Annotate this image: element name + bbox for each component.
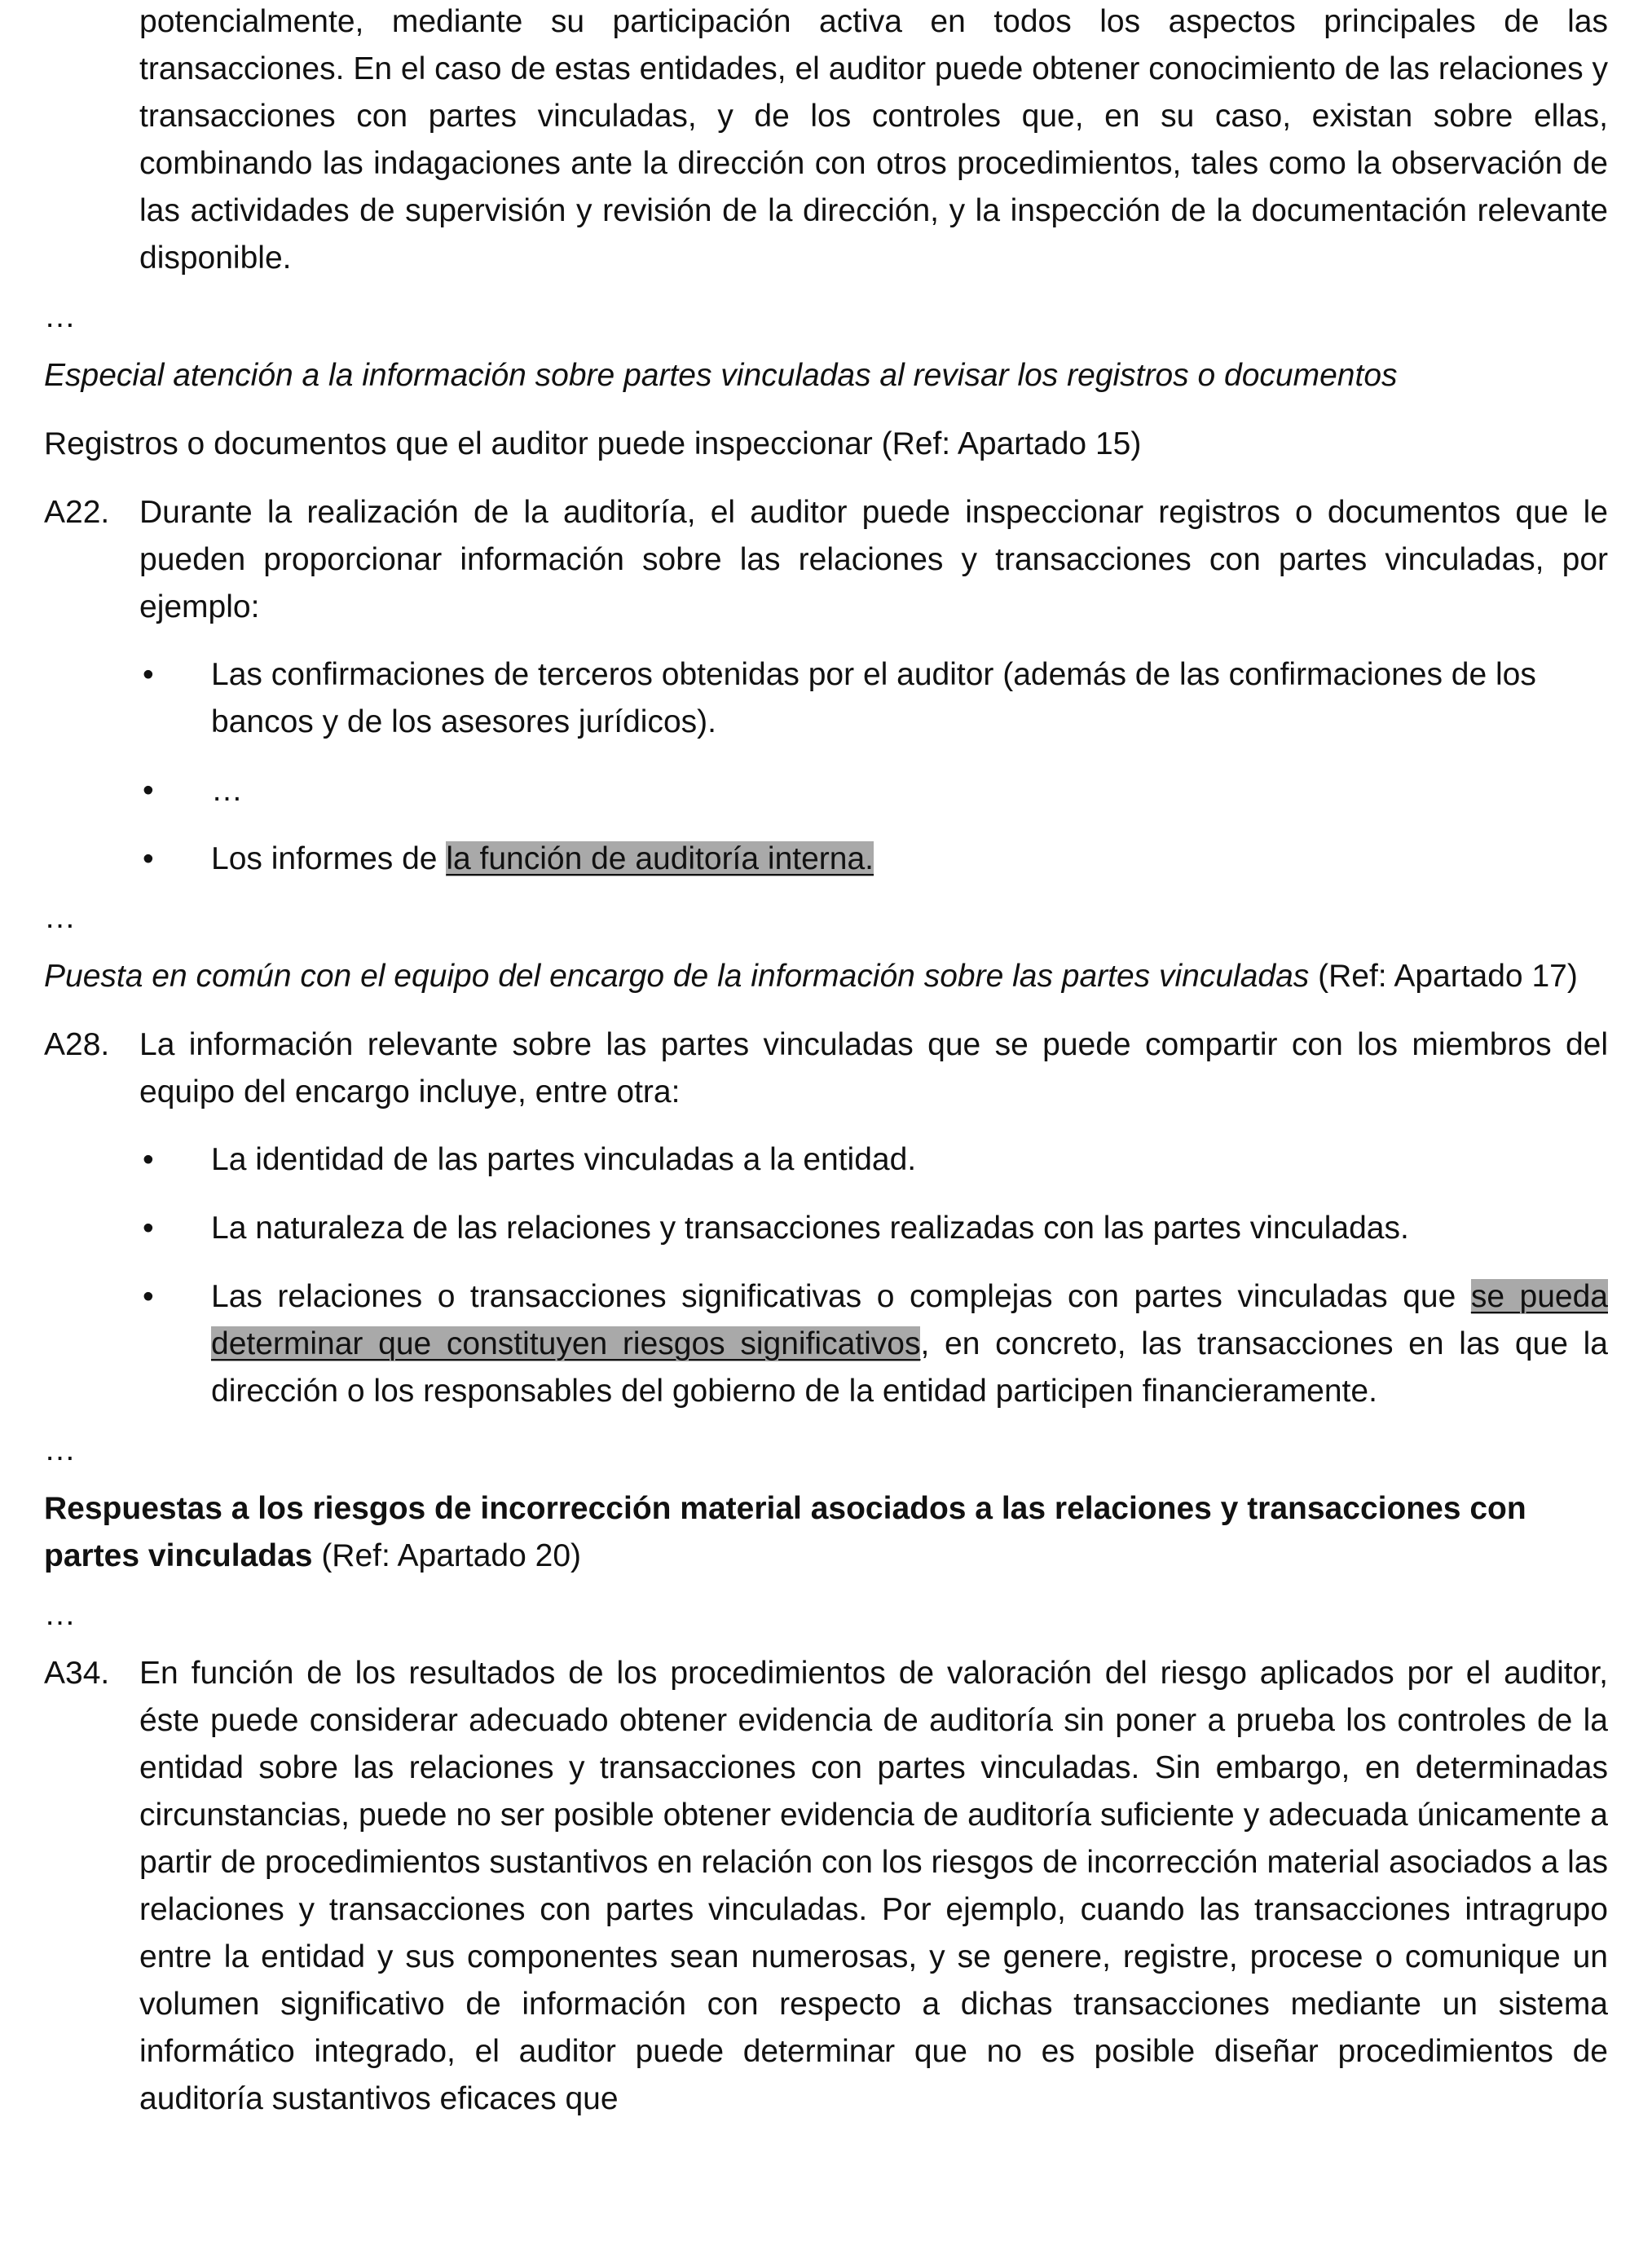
list-item xyxy=(139,836,1608,883)
list-item-text: … xyxy=(211,773,243,808)
list-item-text-pre: Las relaciones o transacciones significativas o complejas con partes vinculadas que xyxy=(211,1279,1471,1314)
heading-reference: (Ref: Apartado 20) xyxy=(312,1538,582,1573)
heading-reference: (Ref: Apartado 17) xyxy=(1309,959,1578,994)
bullet-icon: • xyxy=(143,657,154,692)
bullet-list-a28 xyxy=(44,1136,1608,1415)
ellipsis-separator: … xyxy=(44,1432,76,1467)
paragraph-text: Durante la realización de la auditoría, el auditor puede inspeccionar registros o documentos que le pueden proporcionar información sobre las relaciones y transacciones con partes vinculadas, por ejemplo: xyxy=(139,495,1608,624)
bullet-icon: • xyxy=(143,773,154,808)
ellipsis-separator: … xyxy=(44,900,76,935)
paragraph-a28 xyxy=(44,1021,1608,1116)
bullet-list-a22 xyxy=(44,651,1608,883)
list-item-text-pre: Los informes de xyxy=(211,841,447,876)
bullet-icon: • xyxy=(143,841,154,876)
intro-paragraph: potencialmente, mediante su participación activa en todos los aspectos principales de las transacciones. En el caso de estas entidades, el auditor puede obtener conocimiento de las relaciones y transacciones con partes vinculadas, y de los controles que, en su caso, existan sobre ellas, combinando las indagaciones ante la dirección con otros procedimientos, tales como la observación de las actividades de supervisión y revisión de la dirección, y la inspección de la documentación relevante disponible. xyxy=(139,4,1608,276)
heading-text: Puesta en común con el equipo del encargo de la información sobre las partes vinculadas xyxy=(44,959,1310,994)
subheading-registros: Registros o documentos que el auditor puede inspeccionar (Ref: Apartado 15) xyxy=(44,426,1142,461)
list-item-text xyxy=(211,836,1608,883)
bullet-icon: • xyxy=(143,1211,154,1246)
list-item-text-post: , en concreto, las transacciones en las que la dirección o los responsables del gobierno de la entidad participen financieramente. xyxy=(211,1326,1608,1409)
paragraph-number: A34. xyxy=(44,1656,110,1691)
paragraph-text: En función de los resultados de los procedimientos de valoración del riesgo aplicados por el auditor, éste puede considerar adecuado obtener evidencia de auditoría sin poner a prueba los controles de la entidad sobre las relaciones y transacciones con partes vinculadas. Sin embargo, en determinadas circunstancias, puede no ser posible obtener evidencia de auditoría suficiente y adecuada únicamente a partir de procedimientos sustantivos en relación con los riesgos de incorrección material asociados a las relaciones y transacciones con partes vinculadas. Por ejemplo, cuando las transacciones intragrupo entre la entidad y sus componentes sean numerosas, y se genere, registre, procese o comunique un volumen significativo de información con respecto a dichas transacciones mediante un sistema informático integrado, el auditor puede determinar que no es posible diseñar procedimientos de auditoría sustantivos eficaces que xyxy=(139,1656,1608,2116)
paragraph-a22 xyxy=(44,489,1608,631)
section-heading-respuestas xyxy=(44,1485,1608,1580)
ellipsis-separator: … xyxy=(44,1597,76,1632)
bullet-icon: • xyxy=(143,1279,154,1314)
list-item xyxy=(139,1273,1608,1415)
highlighted-text: la función de auditoría interna. xyxy=(446,841,874,876)
paragraph-text: La información relevante sobre las partes vinculadas que se puede compartir con los miembros del equipo del encargo incluye, entre otra: xyxy=(139,1027,1608,1109)
list-item-text: Las confirmaciones de terceros obtenidas por el auditor (además de las confirmaciones de los bancos y de los asesores jurídicos). xyxy=(211,657,1536,739)
list-item-text xyxy=(211,1273,1608,1415)
list-item xyxy=(139,1205,1608,1252)
section-heading-puesta-en-comun xyxy=(44,953,1608,1000)
section-heading-registros: Especial atención a la información sobre partes vinculadas al revisar los registros o documentos xyxy=(44,358,1398,393)
list-item-text: La naturaleza de las relaciones y transacciones realizadas con las partes vinculadas. xyxy=(211,1211,1409,1246)
ellipsis-separator: … xyxy=(44,299,76,334)
list-item-text: La identidad de las partes vinculadas a la entidad. xyxy=(211,1142,917,1177)
paragraph-number: A28. xyxy=(44,1027,110,1062)
list-item xyxy=(139,767,1608,814)
paragraph-number: A22. xyxy=(44,495,110,530)
bullet-icon: • xyxy=(143,1142,154,1177)
list-item xyxy=(139,1136,1608,1184)
list-item xyxy=(139,651,1608,746)
paragraph-a34 xyxy=(44,1650,1608,2123)
highlighted-text: se pueda determinar que constituyen riesgos significativos xyxy=(211,1279,1608,1361)
heading-text: Respuestas a los riesgos de incorrección material asociados a las relaciones y transacciones con partes vinculadas xyxy=(44,1491,1526,1573)
